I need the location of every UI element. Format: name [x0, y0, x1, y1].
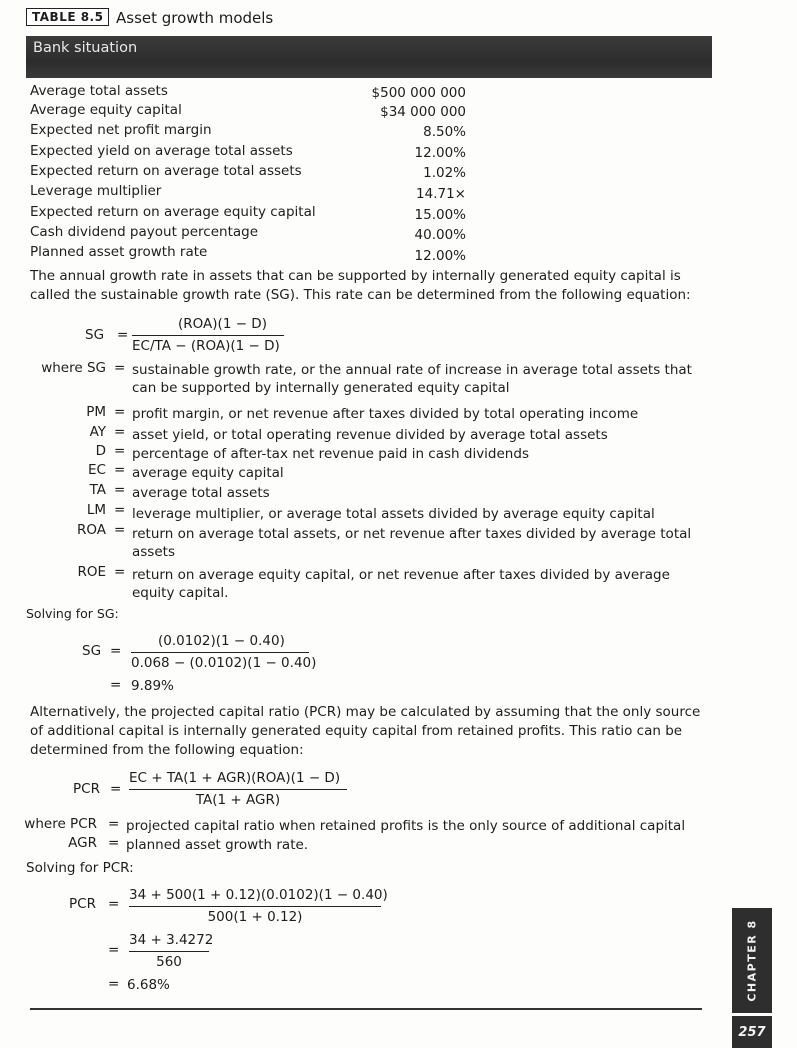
solving-pcr-step-numerator: 34 + 3.4272 [129, 932, 214, 948]
bank-row-label: Expected yield on average total assets [30, 143, 293, 159]
definition-term: LM [86, 502, 106, 518]
bank-row-label: Expected net profit margin [30, 122, 212, 138]
solving-sg-label: Solving for SG: [26, 606, 119, 621]
bank-row-value: 8.50% [423, 124, 466, 140]
pcr-formula-lhs: PCR [73, 781, 100, 797]
definition-text: asset yield, or total operating revenue divided by average total assets [132, 427, 608, 443]
solving-pcr-lhs: PCR [69, 896, 96, 912]
definition-equals: = [114, 360, 126, 376]
bank-row-value: 12.00% [414, 248, 466, 264]
fraction-bar [131, 652, 309, 653]
footer-rule [30, 1008, 702, 1010]
solving-pcr-denominator: 500(1 + 0.12) [207, 909, 303, 925]
definition-term: TA [89, 482, 106, 498]
bank-row-value: $34 000 000 [380, 104, 466, 120]
table-label: TABLE 8.5 [26, 8, 109, 26]
definition-term: where PCR [24, 816, 97, 832]
fraction-bar [129, 789, 347, 790]
pcr-paragraph: Alternatively, the projected capital ratio (PCR) may be calculated by assuming that the only source of additional capital is internally generated equity capital from retained profits. This ratio can be determined from the following equation: [30, 704, 701, 758]
solving-sg-result: 9.89% [131, 678, 174, 694]
definition-text: average total assets [132, 485, 270, 501]
definition-equals: = [114, 564, 126, 580]
definition-term: D [95, 443, 106, 459]
solving-pcr-result-equals: = [108, 976, 120, 992]
definition-equals: = [114, 462, 126, 478]
definition-term: EC [88, 462, 106, 478]
bank-row-label: Average equity capital [30, 102, 182, 118]
pcr-formula-denominator: TA(1 + AGR) [195, 792, 281, 808]
solving-sg-equals: = [110, 643, 122, 659]
pcr-formula-equals: = [110, 781, 122, 797]
bank-row-value: 12.00% [414, 145, 466, 161]
definition-text: return on average total assets, or net revenue after taxes divided by average total assets [132, 526, 692, 560]
definition-term: PM [86, 404, 106, 420]
fraction-bar [132, 335, 284, 336]
solving-pcr-step-equals: = [108, 942, 120, 958]
bank-row-label: Cash dividend payout percentage [30, 224, 259, 240]
definition-text: sustainable growth rate, or the annual rate of increase in average total assets that can be supported by internally generated equity capital [132, 362, 692, 396]
definition-equals: = [114, 522, 126, 538]
bank-row-value: 40.00% [414, 227, 466, 243]
fraction-bar [129, 951, 209, 952]
bank-row-label: Average total assets [30, 83, 168, 99]
definition-text: profit margin, or net revenue after taxes divided by total operating income [132, 406, 639, 422]
definition-term: AGR [68, 835, 97, 851]
definition-equals: = [114, 424, 126, 440]
solving-sg-lhs: SG [82, 643, 102, 659]
definition-equals: = [114, 443, 126, 459]
definition-term: ROA [76, 522, 106, 538]
definition-term: ROE [77, 564, 106, 580]
definition-equals: = [108, 835, 120, 851]
solving-pcr-equals: = [108, 896, 120, 912]
section-title: Bank situation [33, 40, 138, 56]
sg-formula-denominator: EC/TA − (ROA)(1 − D) [132, 338, 280, 354]
definition-text: projected capital ratio when retained profits is the only source of additional capital [126, 818, 686, 834]
definition-text: average equity capital [132, 465, 284, 481]
bank-row-label: Leverage multiplier [30, 183, 162, 199]
bank-row-value: 15.00% [414, 207, 466, 223]
definition-equals: = [108, 816, 120, 832]
solving-pcr-numerator: 34 + 500(1 + 0.12)(0.0102)(1 − 0.40) [129, 887, 388, 903]
solving-pcr-result: 6.68% [127, 977, 170, 993]
definition-text: leverage multiplier, or average total assets divided by average equity capital [132, 506, 655, 522]
definition-equals: = [114, 502, 126, 518]
intro-paragraph: The annual growth rate in assets that can be supported by internally generated equity capital is called the sustainable growth rate (SG). This rate can be determined from the following equation: [30, 268, 691, 303]
sg-formula-lhs: SG [85, 327, 105, 343]
bank-row-label: Planned asset growth rate [30, 244, 208, 260]
bank-row-label: Expected return on average equity capital [30, 204, 316, 220]
chapter-tab [732, 908, 772, 1013]
bank-row-value: 1.02% [423, 165, 466, 181]
solving-sg-denominator: 0.068 − (0.0102)(1 − 0.40) [131, 655, 317, 671]
fraction-bar [129, 906, 381, 907]
bank-row-value: $500 000 000 [371, 85, 466, 101]
pcr-formula-numerator: EC + TA(1 + AGR)(ROA)(1 − D) [129, 770, 341, 786]
definition-term: where SG [41, 360, 106, 376]
chapter-tab-label: CHAPTER 8 [745, 919, 759, 1002]
sg-formula-equals: = [117, 327, 129, 343]
sg-formula-numerator: (ROA)(1 − D) [178, 316, 267, 332]
definition-text: planned asset growth rate. [126, 837, 309, 853]
solving-sg-numerator: (0.0102)(1 − 0.40) [158, 633, 285, 649]
bank-row-value: 14.71× [416, 186, 466, 202]
solving-pcr-label: Solving for PCR: [26, 860, 134, 876]
solving-sg-result-equals: = [110, 677, 122, 693]
table-title: Asset growth models [116, 9, 274, 27]
definition-equals: = [114, 482, 126, 498]
bank-row-label: Expected return on average total assets [30, 163, 302, 179]
definition-text: return on average equity capital, or net revenue after taxes divided by average equity capital. [132, 567, 670, 601]
definition-equals: = [114, 404, 126, 420]
definition-term: AY [89, 424, 106, 440]
definition-text: percentage of after-tax net revenue paid in cash dividends [132, 446, 529, 462]
solving-pcr-step-denominator: 560 [156, 954, 182, 970]
page-number: 257 [732, 1016, 772, 1048]
